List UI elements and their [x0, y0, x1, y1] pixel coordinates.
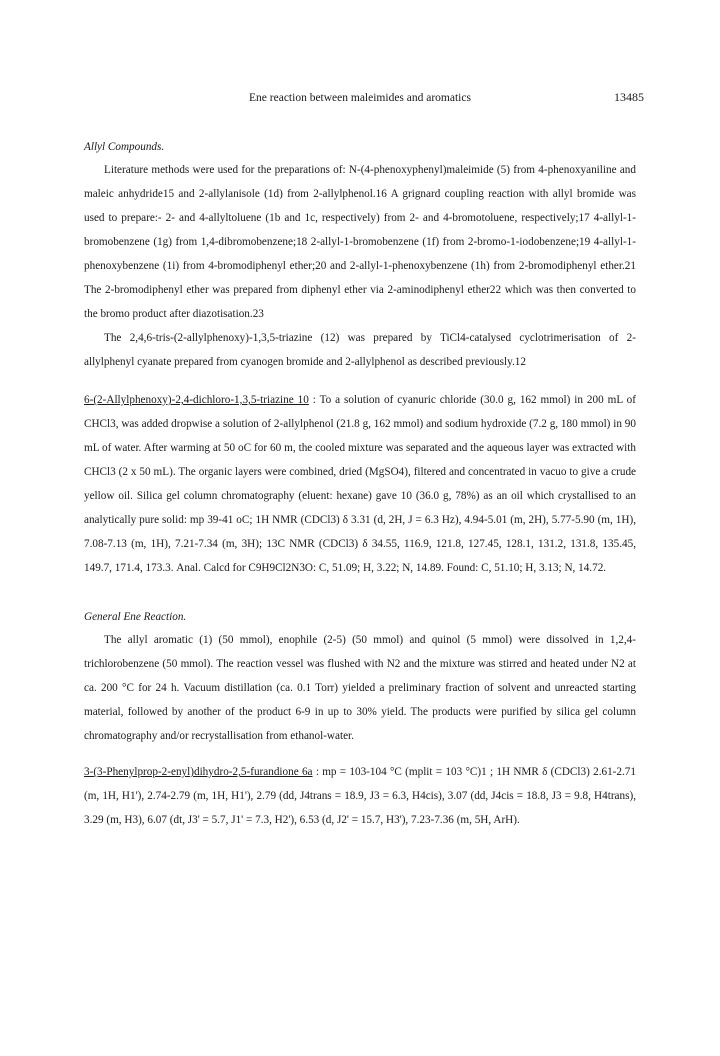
running-header-title: Ene reaction between maleimides and aromatics: [249, 92, 471, 104]
section-heading-ene: General Ene Reaction.: [84, 611, 187, 623]
page-number: 13485: [614, 90, 644, 104]
allyl-paragraph-1: Literature methods were used for the preparations of: N-(4-phenoxyphenyl)maleimide (5) from 4-phenoxyaniline and maleic anhydride15 and 2-allylanisole (1d) from 2-allylphenol.16 A grignard coupling reaction with allyl bromide was used to prepare:- 2- and 4-allyltoluene (1b and 1c, respectively) from 2- and 4-bromotoluene, respectively;17 4-allyl-1-bromobenzene (1g) from 1,4-dibromobenzene;18 2-allyl-1-bromobenzene (1f) from 2-bromo-1-iodobenzene;19 4-allyl-1-phenoxybenzene (1i) from 4-bromodiphenyl ether;20 and 2-allyl-1-phenoxybenzene (1h) from 2-bromodiphenyl ether.21 The 2-bromodiphenyl ether was prepared from diphenyl ether via 2-aminodiphenyl ether22 which was then converted to the bromo product after diazotisation.23: [84, 164, 636, 320]
section-heading-allyl: Allyl Compounds.: [84, 141, 165, 153]
furandione-characterisation-text: : mp = 103-104 °C (mplit = 103 °C)1 ; 1H NMR δ (CDCl3) 2.61-2.71 (m, 1H, H1'), 2.74-2.79 (m, 1H, H1'), 2.79 (dd, J4trans = 18.9, J3 = 6.3, H4cis), 3.07 (dd, J4cis = 18.8, J3 = 9.8, H4trans), 3.29 (m, H3), 6.07 (dt, J3' = 5.7, J1' = 7.3, H2'), 6.53 (d, J2' = 15.7, H3'), 7.23-7.36 (m, 5H, ArH).: [84, 766, 636, 826]
furandione-compound-name: 3-(3-Phenylprop-2-enyl)dihydro-2,5-furandione 6a: [84, 766, 313, 778]
furandione-characterisation: [84, 760, 636, 832]
ene-paragraph: The allyl aromatic (1) (50 mmol), enophile (2-5) (50 mmol) and quinol (5 mmol) were dissolved in 1,2,4-trichlorobenzene (50 mmol). The reaction vessel was flushed with N2 and the mixture was stirred and heated under N2 at ca. 200 °C for 24 h. Vacuum distillation (ca. 0.1 Torr) yielded a preliminary fraction of solvent and unreacted starting material, followed by another of the product 6-9 in up to 30% yield. The products were purified by silica gel column chromatography and/or recrystallisation from ethanol-water.: [84, 634, 636, 742]
triazine-compound-name: 6-(2-Allylphenoxy)-2,4-dichloro-1,3,5-triazine 10: [84, 394, 309, 406]
triazine-procedure: [84, 388, 636, 580]
body-text: [84, 138, 636, 832]
allyl-paragraph-2: The 2,4,6-tris-(2-allylphenoxy)-1,3,5-triazine (12) was prepared by TiCl4-catalysed cyclotrimerisation of 2-allylphenyl cyanate prepared from cyanogen bromide and 2-allylphenol as described previously.12: [84, 332, 636, 368]
triazine-procedure-text: : To a solution of cyanuric chloride (30.0 g, 162 mmol) in 200 mL of CHCl3, was added dropwise a solution of 2-allylphenol (21.8 g, 162 mmol) and sodium hydroxide (7.2 g, 180 mmol) in 90 mL of water. After warming at 50 oC for 60 m, the cooled mixture was separated and the aqueous layer was extracted with CHCl3 (2 x 50 mL). The organic layers were combined, dried (MgSO4), filtered and concentrated in vacuo to give a crude yellow oil. Silica gel column chromatography (eluent: hexane) gave 10 (36.0 g, 78%) as an oil which crystallised to an analytically pure solid: mp 39-41 oC; 1H NMR (CDCl3) δ 3.31 (d, 2H, J = 6.3 Hz), 4.94-5.01 (m, 2H), 5.77-5.90 (m, 1H), 7.08-7.13 (m, 1H), 7.21-7.34 (m, 3H); 13C NMR (CDCl3) δ 34.55, 116.9, 121.8, 127.45, 128.1, 131.2, 131.8, 135.45, 149.7, 171.4, 173.3. Anal. Calcd for C9H9Cl2N3O: C, 51.09; H, 3.22; N, 14.89. Found: C, 51.10; H, 3.13; N, 14.72.: [84, 394, 637, 574]
